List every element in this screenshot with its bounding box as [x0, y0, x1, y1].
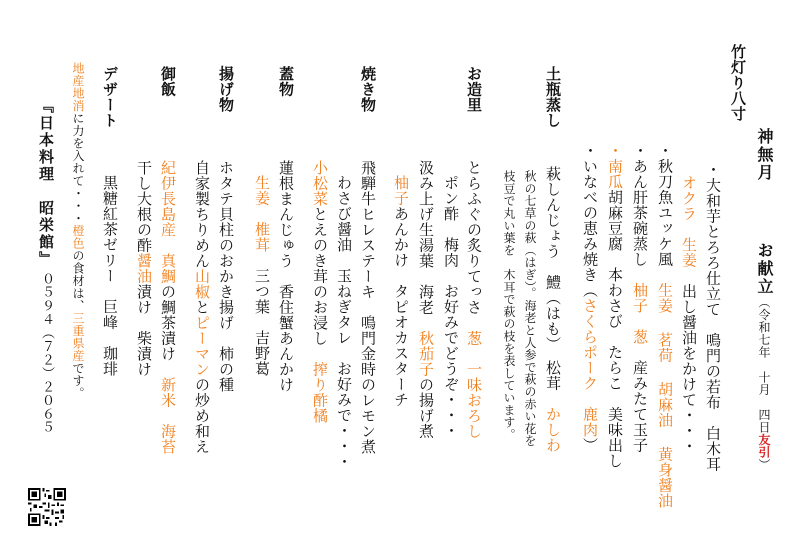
title-menu: お献立 [755, 242, 774, 296]
title-note: 友引 [757, 433, 771, 459]
gohan-line-2: 干し大根の酢醤油漬け 柴漬け [135, 160, 153, 377]
section-gohan: 御飯 [159, 66, 177, 97]
title-date: （令和七年 十月 四日 [757, 296, 771, 434]
hassun-line-6: ・いなべの恵み焼き（さくらポーク 鹿肉） [581, 143, 599, 453]
section-hassun: 竹灯り八寸 [729, 44, 747, 122]
dobin-line-1: 萩しんじょう 鱧（はも） 松茸 かしわ [544, 166, 562, 453]
section-agemono: 揚げ物 [217, 66, 235, 113]
hassun-line-3: ・秋刀魚ユッケ風 生姜 茗荷 胡麻油 黄身醤油 [656, 143, 674, 509]
menu-title [756, 128, 772, 182]
otsukuri-line-2: ポン酢 梅肉 お好みでどうぞ・・・ [442, 175, 460, 439]
futamono-line-1: 蓮根まんじゅう 香住蟹あんかけ [277, 160, 295, 393]
yakimono-line-2: わさび醤油 玉ねぎタレ お好みで・・・ [335, 175, 353, 470]
yakimono-line-1: 飛騨牛ヒレステーキ 鳴門金時のレモン煮 [359, 160, 377, 455]
gohan-line-1: 紀伊長島産 真鯛の鯛茶漬け 新米 海苔 [159, 160, 177, 455]
phone-number: ０５９４（７２）２０６５ [39, 272, 54, 434]
otsukuri-line-1: とらふぐの炙りてっさ 葱 一味おろし [465, 160, 483, 439]
title-close: ） [757, 458, 771, 471]
hassun-line-5: ・南瓜胡麻豆腐 本わさび たらこ 美味出し [606, 143, 624, 469]
otsukuri-line-4: 柚子あんかけ タピオカスターチ [392, 175, 410, 408]
section-futamono: 蓋物 [277, 66, 295, 97]
restaurant-name: 『日本料理 昭栄館』 [37, 98, 55, 268]
yakimono-line-3: 小松菜とえのき茸のお浸し 搾り酢橘 [311, 160, 329, 424]
dobin-line-2: 秋の七草の萩（はぎ）。海老と人参で萩の赤い花を [523, 170, 537, 447]
section-dessert: デザート [101, 66, 119, 128]
hassun-line-1: ・大和芋とろろ仕立て 鳴門の若布 白木耳 [704, 162, 722, 472]
agemono-line-1: ホタテ貝柱のおかき揚げ 柿の種 [217, 160, 235, 393]
menu-subtitle [756, 242, 772, 471]
title-month: 神無月 [755, 128, 774, 182]
local-produce-notice: 地産地消に力を入れて・・・橙色の食材は、三重県産です。 [71, 62, 85, 400]
futamono-line-2: 生姜 椎茸 三つ葉 吉野葛 [253, 175, 271, 377]
hassun-line-2: オクラ 生姜 出し醤油をかけて・・・ [680, 175, 698, 454]
otsukuri-line-3: 汲み上げ生湯葉 海老 秋茄子の揚げ煮 [417, 160, 435, 439]
qr-code-icon [28, 488, 66, 526]
section-yakimono: 焼き物 [359, 66, 377, 113]
section-dobin: 土瓶蒸し [544, 66, 562, 128]
agemono-line-2: 自家製ちりめん山椒とピーマンの炒め和え [193, 160, 211, 455]
hassun-line-4: ・あん肝茶碗蒸し 柚子 葱 産みたて玉子 [631, 143, 649, 453]
section-otsukuri: お造里 [465, 66, 483, 113]
dessert-line-1: 黒糖紅茶ゼリー 巨峰 珈琲 [101, 175, 119, 377]
dobin-line-3: 枝豆で丸い葉を 木耳で萩の枝を表しています。 [502, 170, 516, 441]
